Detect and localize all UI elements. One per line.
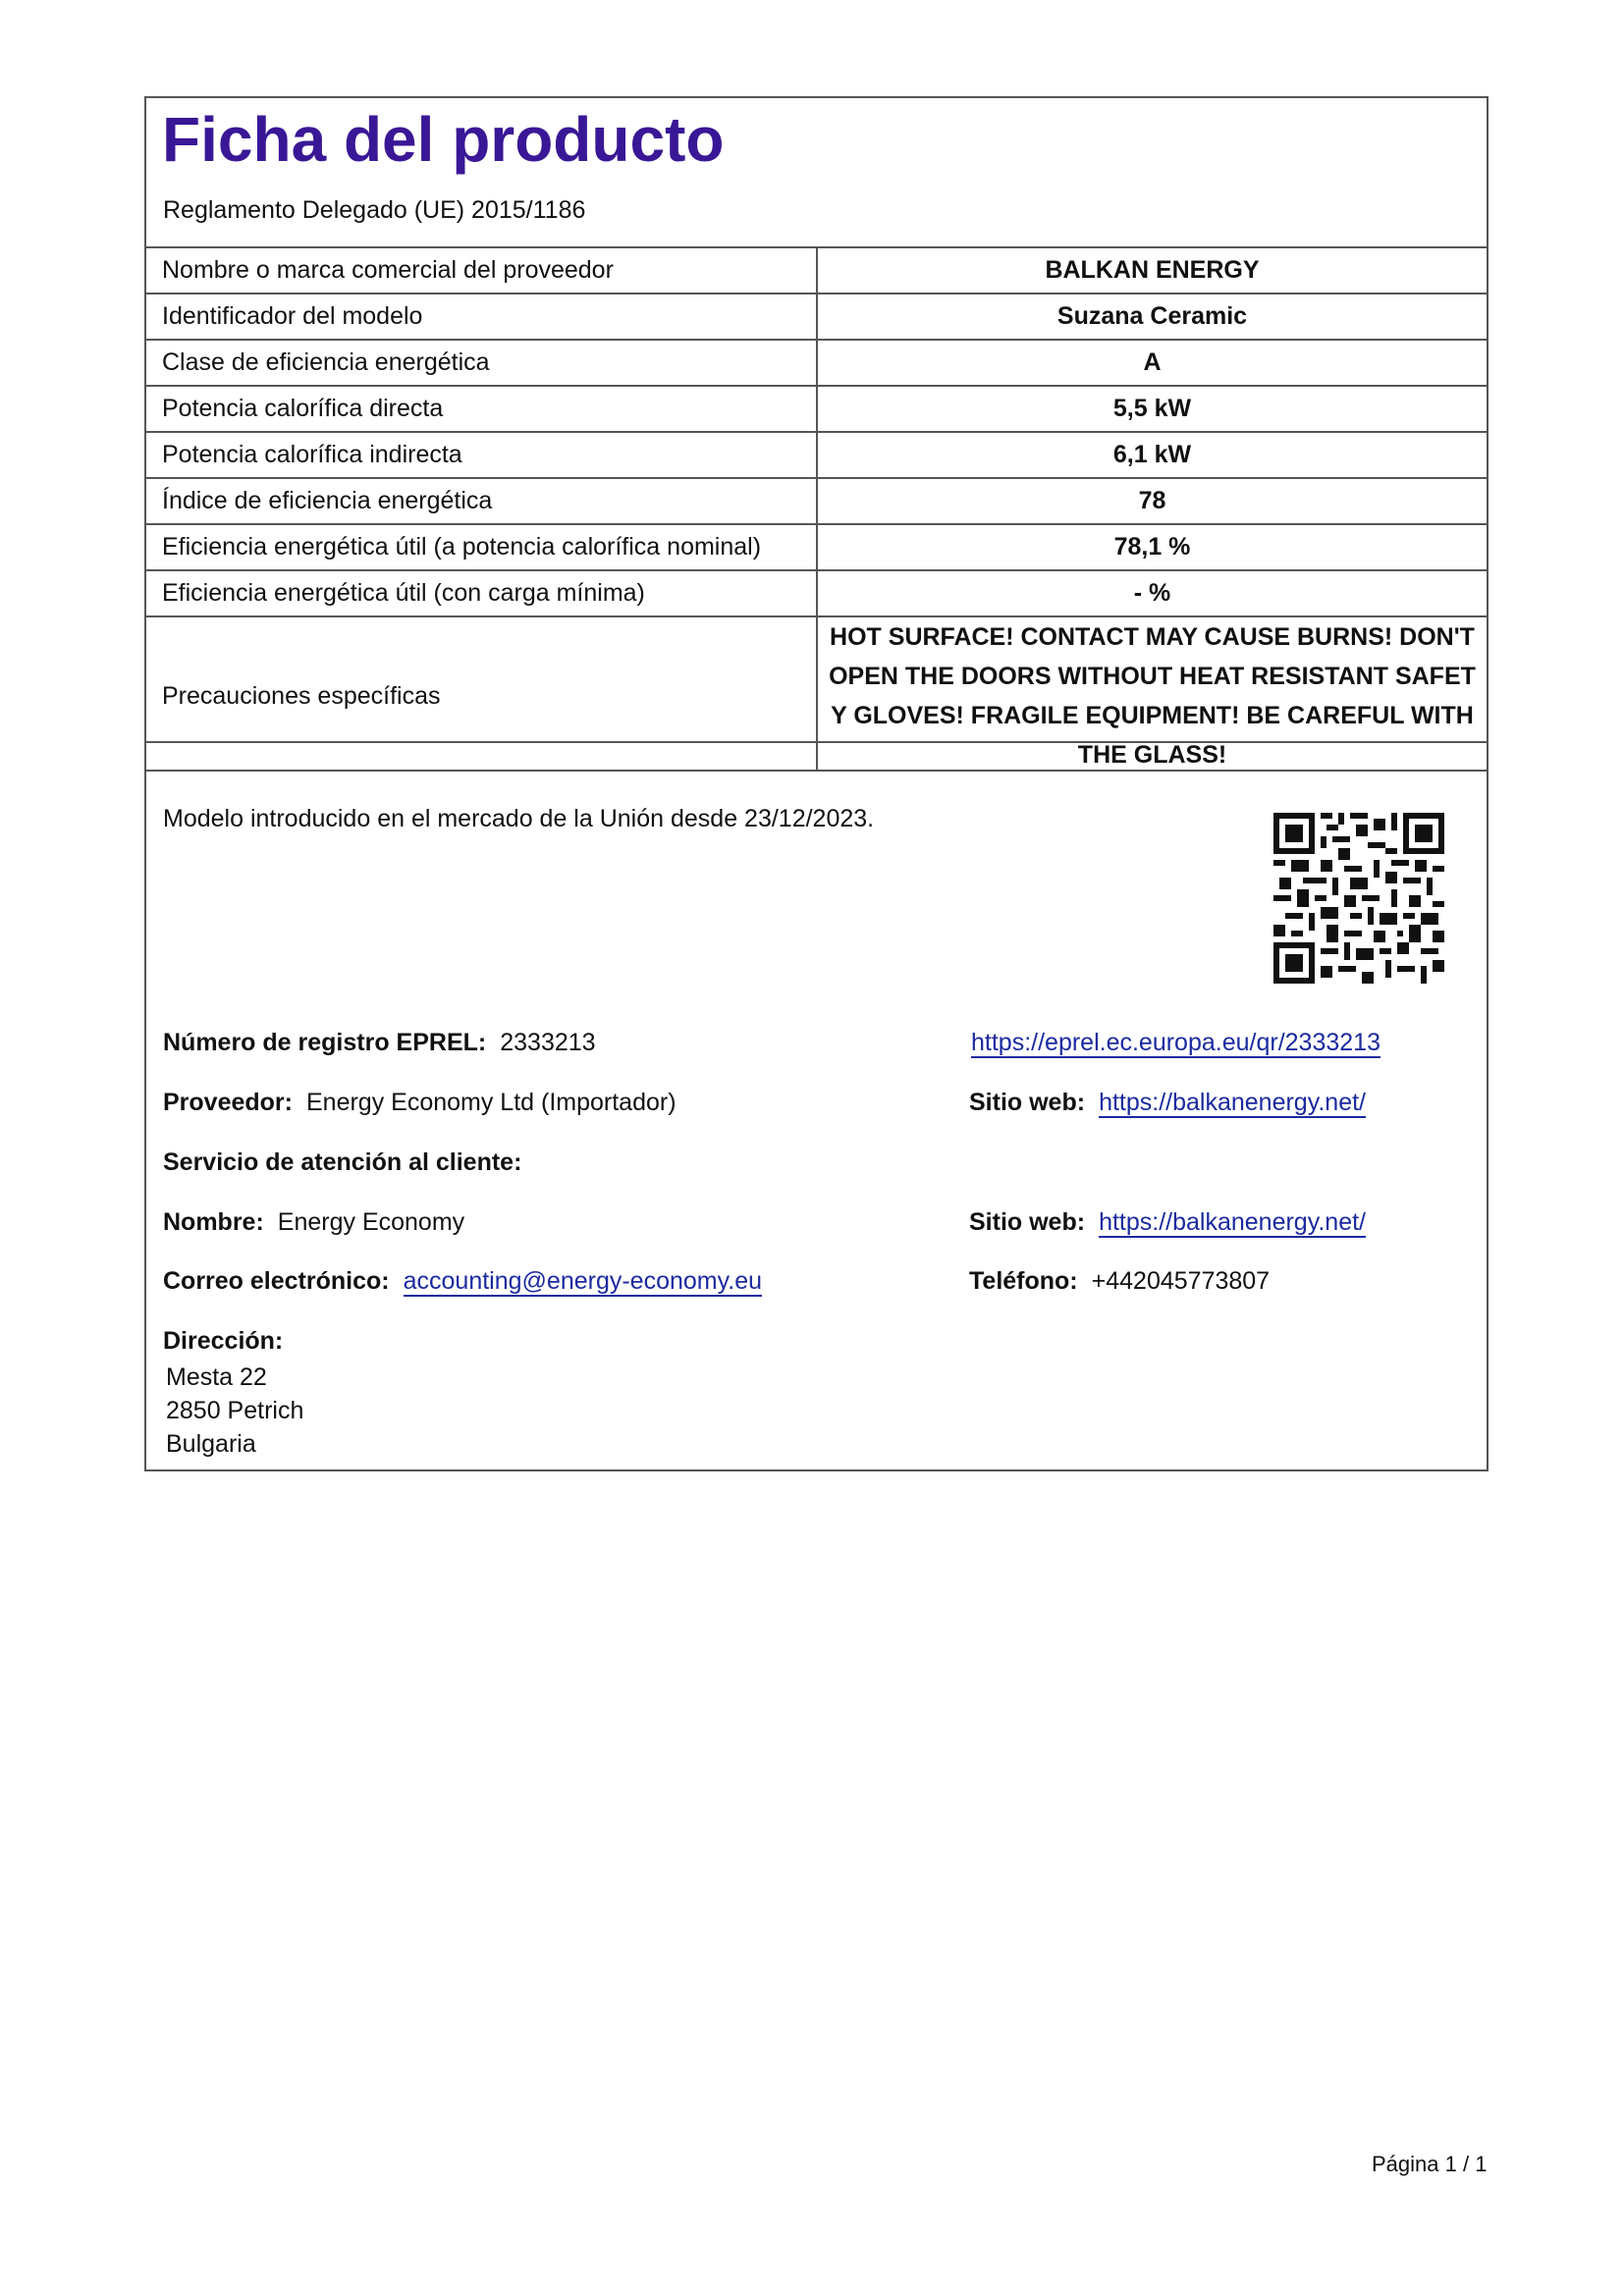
customer-service-label: Servicio de atención al cliente: — [163, 1148, 522, 1176]
spec-value: 78,1 % — [817, 524, 1488, 570]
spec-label: Eficiencia energética útil (a potencia calorífica nominal) — [145, 524, 817, 570]
spec-row — [145, 340, 1488, 386]
address-line: Bulgaria — [166, 1430, 256, 1458]
spec-row — [145, 478, 1488, 524]
eprel-link-row — [971, 1029, 1380, 1057]
phone-label: Teléfono: — [969, 1267, 1078, 1295]
spec-value: 78 — [817, 478, 1488, 524]
product-info-box — [144, 770, 1489, 1471]
spec-label: Eficiencia energética útil (con carga mínima) — [145, 570, 817, 616]
service-website-link[interactable]: https://balkanenergy.net/ — [1099, 1208, 1366, 1236]
supplier-website-row — [969, 1089, 1366, 1117]
product-sheet-header — [144, 96, 1489, 769]
phone-row — [969, 1267, 1270, 1296]
page-title: Ficha del producto — [162, 104, 725, 175]
website-label: Sitio web: — [969, 1089, 1086, 1116]
spec-label: Índice de eficiencia energética — [145, 478, 817, 524]
regulation-text: Reglamento Delegado (UE) 2015/1186 — [163, 196, 586, 224]
spec-value: 5,5 kW — [817, 386, 1488, 432]
supplier-row — [163, 1089, 677, 1117]
email-label: Correo electrónico: — [163, 1267, 390, 1295]
qr-code-icon[interactable] — [1273, 813, 1444, 984]
eprel-row — [163, 1029, 596, 1057]
spec-value: A — [817, 340, 1488, 386]
spec-value: BALKAN ENERGY — [817, 247, 1488, 294]
website-label: Sitio web: — [969, 1208, 1086, 1236]
spec-value: HOT SURFACE! CONTACT MAY CAUSE BURNS! DON'T OPEN THE DOORS WITHOUT HEAT RESISTANT SAFETY GLOVES! FRAGILE EQUIPMENT! BE CAREFUL WITH THE GLASS! — [817, 616, 1488, 775]
spec-label: Nombre o marca comercial del proveedor — [145, 247, 817, 294]
eprel-link[interactable]: https://eprel.ec.europa.eu/qr/2333213 — [971, 1029, 1380, 1056]
page-number: Página 1 / 1 — [1372, 2152, 1488, 2176]
supplier-label: Proveedor: — [163, 1089, 293, 1116]
address-label: Dirección: — [163, 1327, 284, 1355]
spec-label: Identificador del modelo — [145, 294, 817, 340]
spec-row — [145, 294, 1488, 340]
name-label: Nombre: — [163, 1208, 264, 1236]
spec-value: 6,1 kW — [817, 432, 1488, 478]
address-block — [166, 1361, 303, 1461]
spec-label: Potencia calorífica directa — [145, 386, 817, 432]
address-line: 2850 Petrich — [166, 1397, 304, 1424]
spec-label: Precauciones específicas — [145, 616, 817, 775]
spec-row — [145, 524, 1488, 570]
name-value: Energy Economy — [277, 1208, 465, 1236]
email-row — [163, 1267, 762, 1296]
spec-row — [145, 432, 1488, 478]
name-row — [163, 1208, 464, 1237]
supplier-value: Energy Economy Ltd (Importador) — [305, 1089, 677, 1116]
market-date-text: Modelo introducido en el mercado de la Unión desde 23/12/2023. — [163, 805, 875, 832]
spec-label: Potencia calorífica indirecta — [145, 432, 817, 478]
eprel-label: Número de registro EPREL: — [163, 1029, 487, 1056]
spec-row — [145, 386, 1488, 432]
spec-table — [144, 246, 1489, 776]
spec-row — [145, 616, 1488, 775]
address-heading — [163, 1327, 297, 1356]
address-line: Mesta 22 — [166, 1363, 267, 1391]
customer-service-heading — [163, 1148, 535, 1177]
spec-value: - % — [817, 570, 1488, 616]
email-link[interactable]: accounting@energy-economy.eu — [403, 1267, 763, 1295]
spec-label: Clase de eficiencia energética — [145, 340, 817, 386]
spec-value: Suzana Ceramic — [817, 294, 1488, 340]
supplier-website-link[interactable]: https://balkanenergy.net/ — [1099, 1089, 1366, 1116]
service-website-row — [969, 1208, 1366, 1237]
eprel-number: 2333213 — [500, 1029, 596, 1056]
spec-row — [145, 247, 1488, 294]
spec-row — [145, 570, 1488, 616]
phone-value: +442045773807 — [1091, 1267, 1271, 1295]
